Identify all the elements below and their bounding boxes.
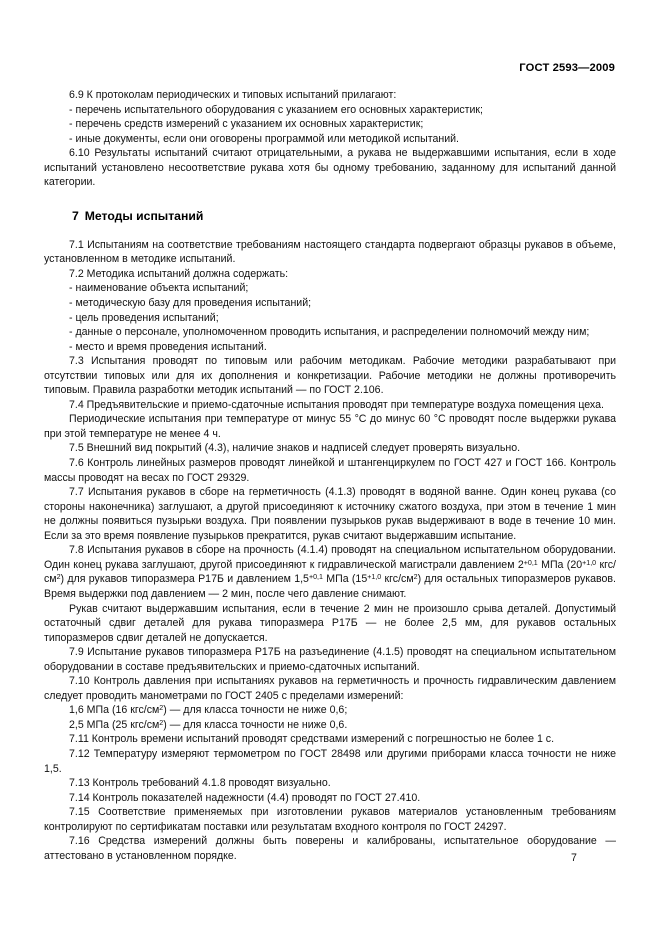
clause-7-7: 7.7 Испытания рукавов в сборе на герметичность (4.1.3) проводят в водяной ванне. Один конец рукава (со стороны наконечника) заглушают, а другой присоединяют к источнику сжатого воздуха, при этом в течение 1 мин не должны появиться пузырьки воздуха. При появлении пузырьков рукав выдерживают в воде в течение 10 мин. Если за это время появление пузырьков прекратится, рукав считают выдержавшим испытание.: [44, 486, 616, 542]
clause-7-9: 7.9 Испытание рукавов типоразмера Р17Б на разъединение (4.1.5) проводят на специальном испытательном оборудовании в составе предъявительских и приемо-сдаточных испытаний.: [44, 646, 616, 673]
pressure-range-item-2: [44, 718, 616, 733]
clause-7-5: 7.5 Внешний вид покрытий (4.3), наличие знаков и надписей следует проверять визуально.: [69, 442, 521, 455]
pressure-tolerance-4: +1,0: [367, 573, 382, 582]
page-content-column: [44, 88, 616, 863]
clause-7-15: 7.15 Соответствие применяемых при изготовлении рукавов материалов установленным требованиям контролируют по сертификатам поставки или результатам входного контроля по ГОСТ 24297.: [44, 806, 616, 833]
spacer-before-section-7: [44, 190, 616, 208]
clause-6-9: 6.9 К протоколам периодических и типовых испытаний прилагают:: [69, 89, 397, 101]
unit-square-3: 2: [159, 704, 164, 713]
clause-7-12: 7.12 Температуру измеряют термометром по ГОСТ 28498 или другими приборами класса точности не ниже 1,5.: [44, 747, 616, 775]
clause-7-16: 7.16 Средства измерений должны быть поверены и калиброваны, испытательное оборудование — аттестовано в установленном порядке.: [44, 835, 616, 862]
pressure-tolerance-1: +0,1: [523, 558, 538, 567]
section-7-title: Методы испытаний: [84, 208, 204, 223]
clause-7-8-mid-5: кгс/см: [381, 573, 414, 586]
clause-7-4-note: Периодические испытания при температуре от минус 55 °С до минус 60 °С проводят после выдержки рукава при этой температуре не менее 4 ч.: [44, 413, 616, 440]
clause-7-8-mid-2: кгс/см: [44, 558, 617, 586]
clause-7-10: 7.10 Контроль давления при испытаниях рукавов на герметичность и прочность гидравлическим давлением следует проводить манометрами по ГОСТ 2405 с пределами измерений:: [44, 675, 616, 702]
pressure-range-2-class: ) — для класса точности не ниже 0,6.: [163, 718, 348, 731]
section-7-number: 7: [72, 208, 79, 223]
page-number: 7: [571, 852, 577, 864]
clause-7-2-item-1: - наименование объекта испытаний;: [69, 282, 249, 295]
pressure-value-1: 2: [517, 558, 524, 571]
clause-7-11: 7.11 Контроль времени испытаний проводят средствами измерений с погрешностью не более 1 с.: [69, 733, 555, 746]
pressure-range-1-class: ) — для класса точности не ниже 0,6;: [163, 704, 348, 717]
clause-7-2-item-4: - данные о персонале, уполномоченном проводить испытания, и распределении полномочий между ним;: [69, 326, 590, 339]
clause-7-2: 7.2 Методика испытаний должна содержать:: [69, 267, 289, 280]
clause-6-9-item-1: - перечень испытательного оборудования с указанием его основных характеристик;: [69, 103, 484, 116]
pressure-tolerance-2: +1,0: [582, 558, 597, 567]
clause-7-14: 7.14 Контроль показателей надежности (4.4) проводят по ГОСТ 27.410.: [69, 791, 421, 804]
pressure-range-2-value: 2,5 МПа (25 кгс/см: [69, 718, 160, 731]
unit-square-4: 2: [159, 718, 164, 727]
unit-square-2: 2: [413, 573, 418, 582]
clause-7-2-item-3: - цель проведения испытаний;: [69, 311, 219, 324]
clause-7-2-item-5: - место и время проведения испытаний.: [69, 340, 267, 353]
pressure-tolerance-3: +0,1: [308, 573, 323, 582]
clause-7-8-mid-1: МПа (20: [537, 558, 583, 571]
clause-7-2-item-2: - методическую базу для проведения испытаний;: [69, 297, 312, 310]
section-7-heading: [44, 208, 616, 224]
pressure-range-item-1: [44, 703, 616, 718]
clause-6-9-item-2: - перечень средств измерений с указанием их основных характеристик;: [69, 118, 424, 131]
clause-7-8: [44, 543, 616, 601]
clause-7-6: 7.6 Контроль линейных размеров проводят линейкой и штангенциркулем по ГОСТ 427 и ГОСТ 166. Контроль массы проводят на весах по ГОСТ 29329.: [44, 457, 616, 484]
pressure-range-1-value: 1,6 МПа (16 кгс/см: [69, 704, 160, 717]
unit-square-1: 2: [56, 573, 61, 582]
clause-6-10: 6.10 Результаты испытаний считают отрицательными, а рукава не выдержавшими испытания, если в ходе испытаний установлено несоответствие рукава хотя бы одному требованию, заданному для испытаний данной категории.: [44, 147, 616, 189]
running-header-standard-number: ГОСТ 2593—2009: [519, 62, 615, 74]
clause-7-4: 7.4 Предъявительские и приемо-сдаточные испытания проводят при температуре воздуха помещения цеха.: [69, 398, 604, 411]
clause-7-3: 7.3 Испытания проводят по типовым или рабочим методикам. Рабочие методики разрабатывают при отсутствии типовых или для их дополнения и конкретизации. Рабочие методики не должны противоречить типовым. Правила разработки методик испытаний — по ГОСТ 2.106.: [44, 355, 616, 397]
clause-7-8-text-lead: 7.8 Испытания рукавов в сборе на прочность (4.1.4) проводят на специальном испытательном оборудовании. Один конец рукава заглушают, другой присоединяют к гидравлической магистрали давлением: [44, 544, 616, 571]
clause-6-9-item-3: - иные документы, если они оговорены программой или методикой испытаний.: [69, 132, 459, 145]
clause-7-8-note: Рукав считают выдержавшим испытания, если в течение 2 мин не произошло срыва деталей. Допустимый остаточный сдвиг деталей для рукава типоразмера Р17Б — не более 2,5 мм, для рукавов остальных типоразмеров сдвиг деталей не допускается.: [44, 602, 616, 644]
clause-7-1: 7.1 Испытаниям на соответствие требованиям настоящего стандарта подвергают образцы рукавов в объеме, установленном в методике испытаний.: [44, 238, 616, 266]
clause-7-8-mid-3: ) для рукавов типоразмера Р17Б и давлением 1,5: [60, 573, 309, 586]
clause-7-8-mid-4: МПа (15: [322, 573, 368, 586]
clause-7-13: 7.13 Контроль требований 4.1.8 проводят визуально.: [69, 777, 331, 790]
spacer-after-section-7: [44, 224, 616, 238]
clause-7-8-text-tail: ) для остальных типоразмеров рукавов. Время выдержки под давлением — 2 мин, после чего давление снимают.: [44, 573, 616, 600]
